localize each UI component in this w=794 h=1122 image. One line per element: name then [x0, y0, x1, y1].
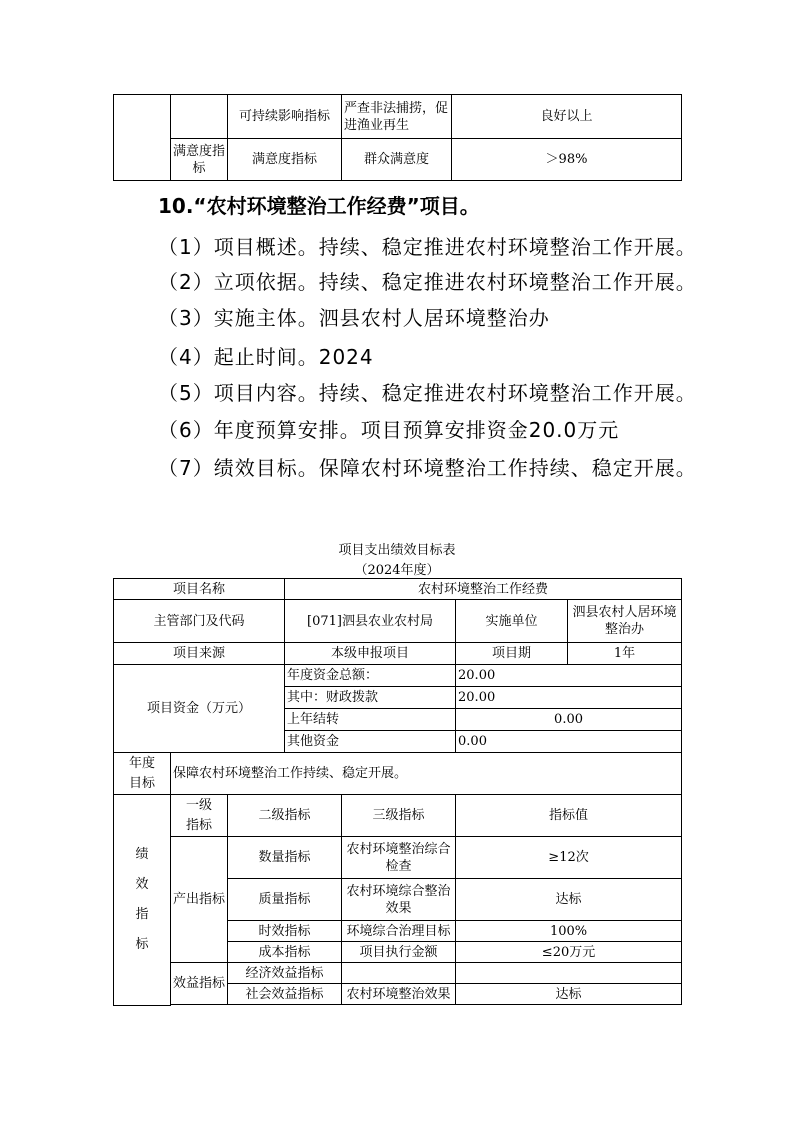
goal-value: 保障农村环境整治工作持续、稳定开展。: [171, 753, 682, 795]
output-value: ≥12次: [456, 837, 682, 879]
section-item-6: （6）年度预算安排。项目预算安排资金20.0万元: [158, 418, 620, 442]
top-level3-2: 满意度指标: [228, 139, 342, 181]
table-year: （2024年度）: [354, 563, 440, 578]
performance-table: [113, 578, 682, 1006]
output-level2: 成本指标: [228, 942, 342, 963]
impl-label: 实施单位: [456, 600, 568, 643]
funds-carryover-label: 上年结转: [285, 709, 456, 731]
header-level2: 二级指标: [228, 795, 342, 837]
funds-total-label: 年度资金总额：: [285, 665, 456, 687]
funds-other-value: 0.00: [456, 731, 682, 753]
source-value: 本级申报项目: [285, 643, 456, 665]
source-label: 项目来源: [114, 643, 285, 665]
output-level2: 质量指标: [228, 879, 342, 921]
perf-label: 绩效指标: [114, 795, 171, 1006]
benefit-value: [456, 963, 682, 984]
funds-carryover-value: 0.00: [456, 709, 682, 731]
period-label: 项目期: [456, 643, 568, 665]
benefit-level3: [342, 963, 456, 984]
section-item-2: （2）立项依据。持续、稳定推进农村环境整治工作开展。: [158, 270, 697, 294]
output-value: 达标: [456, 879, 682, 921]
funds-other-label: 其他资金: [285, 731, 456, 753]
output-value: ≤20万元: [456, 942, 682, 963]
benefit-value: 达标: [456, 984, 682, 1005]
output-label: 产出指标: [171, 837, 228, 963]
top-level2: 满意度指标: [171, 139, 228, 181]
section-item-3: （3）实施主体。泗县农村人居环境整治办: [158, 306, 550, 330]
dept-label: 主管部门及代码: [114, 600, 285, 643]
period-value: 1年: [568, 643, 682, 665]
benefit-level2: 社会效益指标: [228, 984, 342, 1005]
output-level3: 农村环境整治综合检查: [342, 837, 456, 879]
dept-value: [071]泗县农业农村局: [285, 600, 456, 643]
top-value-2: ＞98%: [452, 139, 682, 181]
output-level3: 农村环境综合整治效果: [342, 879, 456, 921]
output-level2: 数量指标: [228, 837, 342, 879]
funds-fiscal-value: 20.00: [456, 687, 682, 709]
benefit-level3: 农村环境整治效果: [342, 984, 456, 1005]
project-name: 农村环境整治工作经费: [285, 579, 682, 600]
benefit-label: 效益指标: [171, 963, 228, 1005]
header-value: 指标值: [456, 795, 682, 837]
output-level2: 时效指标: [228, 921, 342, 942]
top-table-blank-cell-2: [171, 95, 228, 139]
top-level3: 可持续影响指标: [228, 95, 342, 139]
impl-value: 泗县农村人居环境整治办: [568, 600, 682, 643]
header-level3: 三级指标: [342, 795, 456, 837]
goal-label: 年度目标: [114, 753, 171, 795]
section-item-7: （7）绩效目标。保障农村环境整治工作持续、稳定开展。: [158, 456, 697, 480]
output-value: 100%: [456, 921, 682, 942]
table-title: 项目支出绩效目标表: [338, 543, 456, 558]
section-item-5: （5）项目内容。持续、稳定推进农村环境整治工作开展。: [158, 381, 697, 405]
section-item-4: （4）起止时间。2024: [158, 345, 374, 369]
top-indicator-2: 群众满意度: [342, 139, 452, 181]
section-item-1: （1）项目概述。持续、稳定推进农村环境整治工作开展。: [158, 235, 697, 259]
benefit-level2: 经济效益指标: [228, 963, 342, 984]
top-table: [113, 94, 682, 181]
funds-label: 项目资金（万元）: [114, 665, 285, 753]
top-value: 良好以上: [452, 95, 682, 139]
project-name-label: 项目名称: [114, 579, 285, 600]
funds-total-value: 20.00: [456, 665, 682, 687]
header-level1: 一级指标: [171, 795, 228, 837]
section-heading: 10.“农村环境整治工作经费”项目。: [158, 194, 480, 218]
output-level3: 环境综合治理目标: [342, 921, 456, 942]
funds-fiscal-label: 其中：财政拨款: [285, 687, 456, 709]
output-level3: 项目执行金额: [342, 942, 456, 963]
top-table-blank-cell: [114, 95, 171, 181]
top-indicator: 严查非法捕捞，促进渔业再生: [342, 95, 452, 139]
